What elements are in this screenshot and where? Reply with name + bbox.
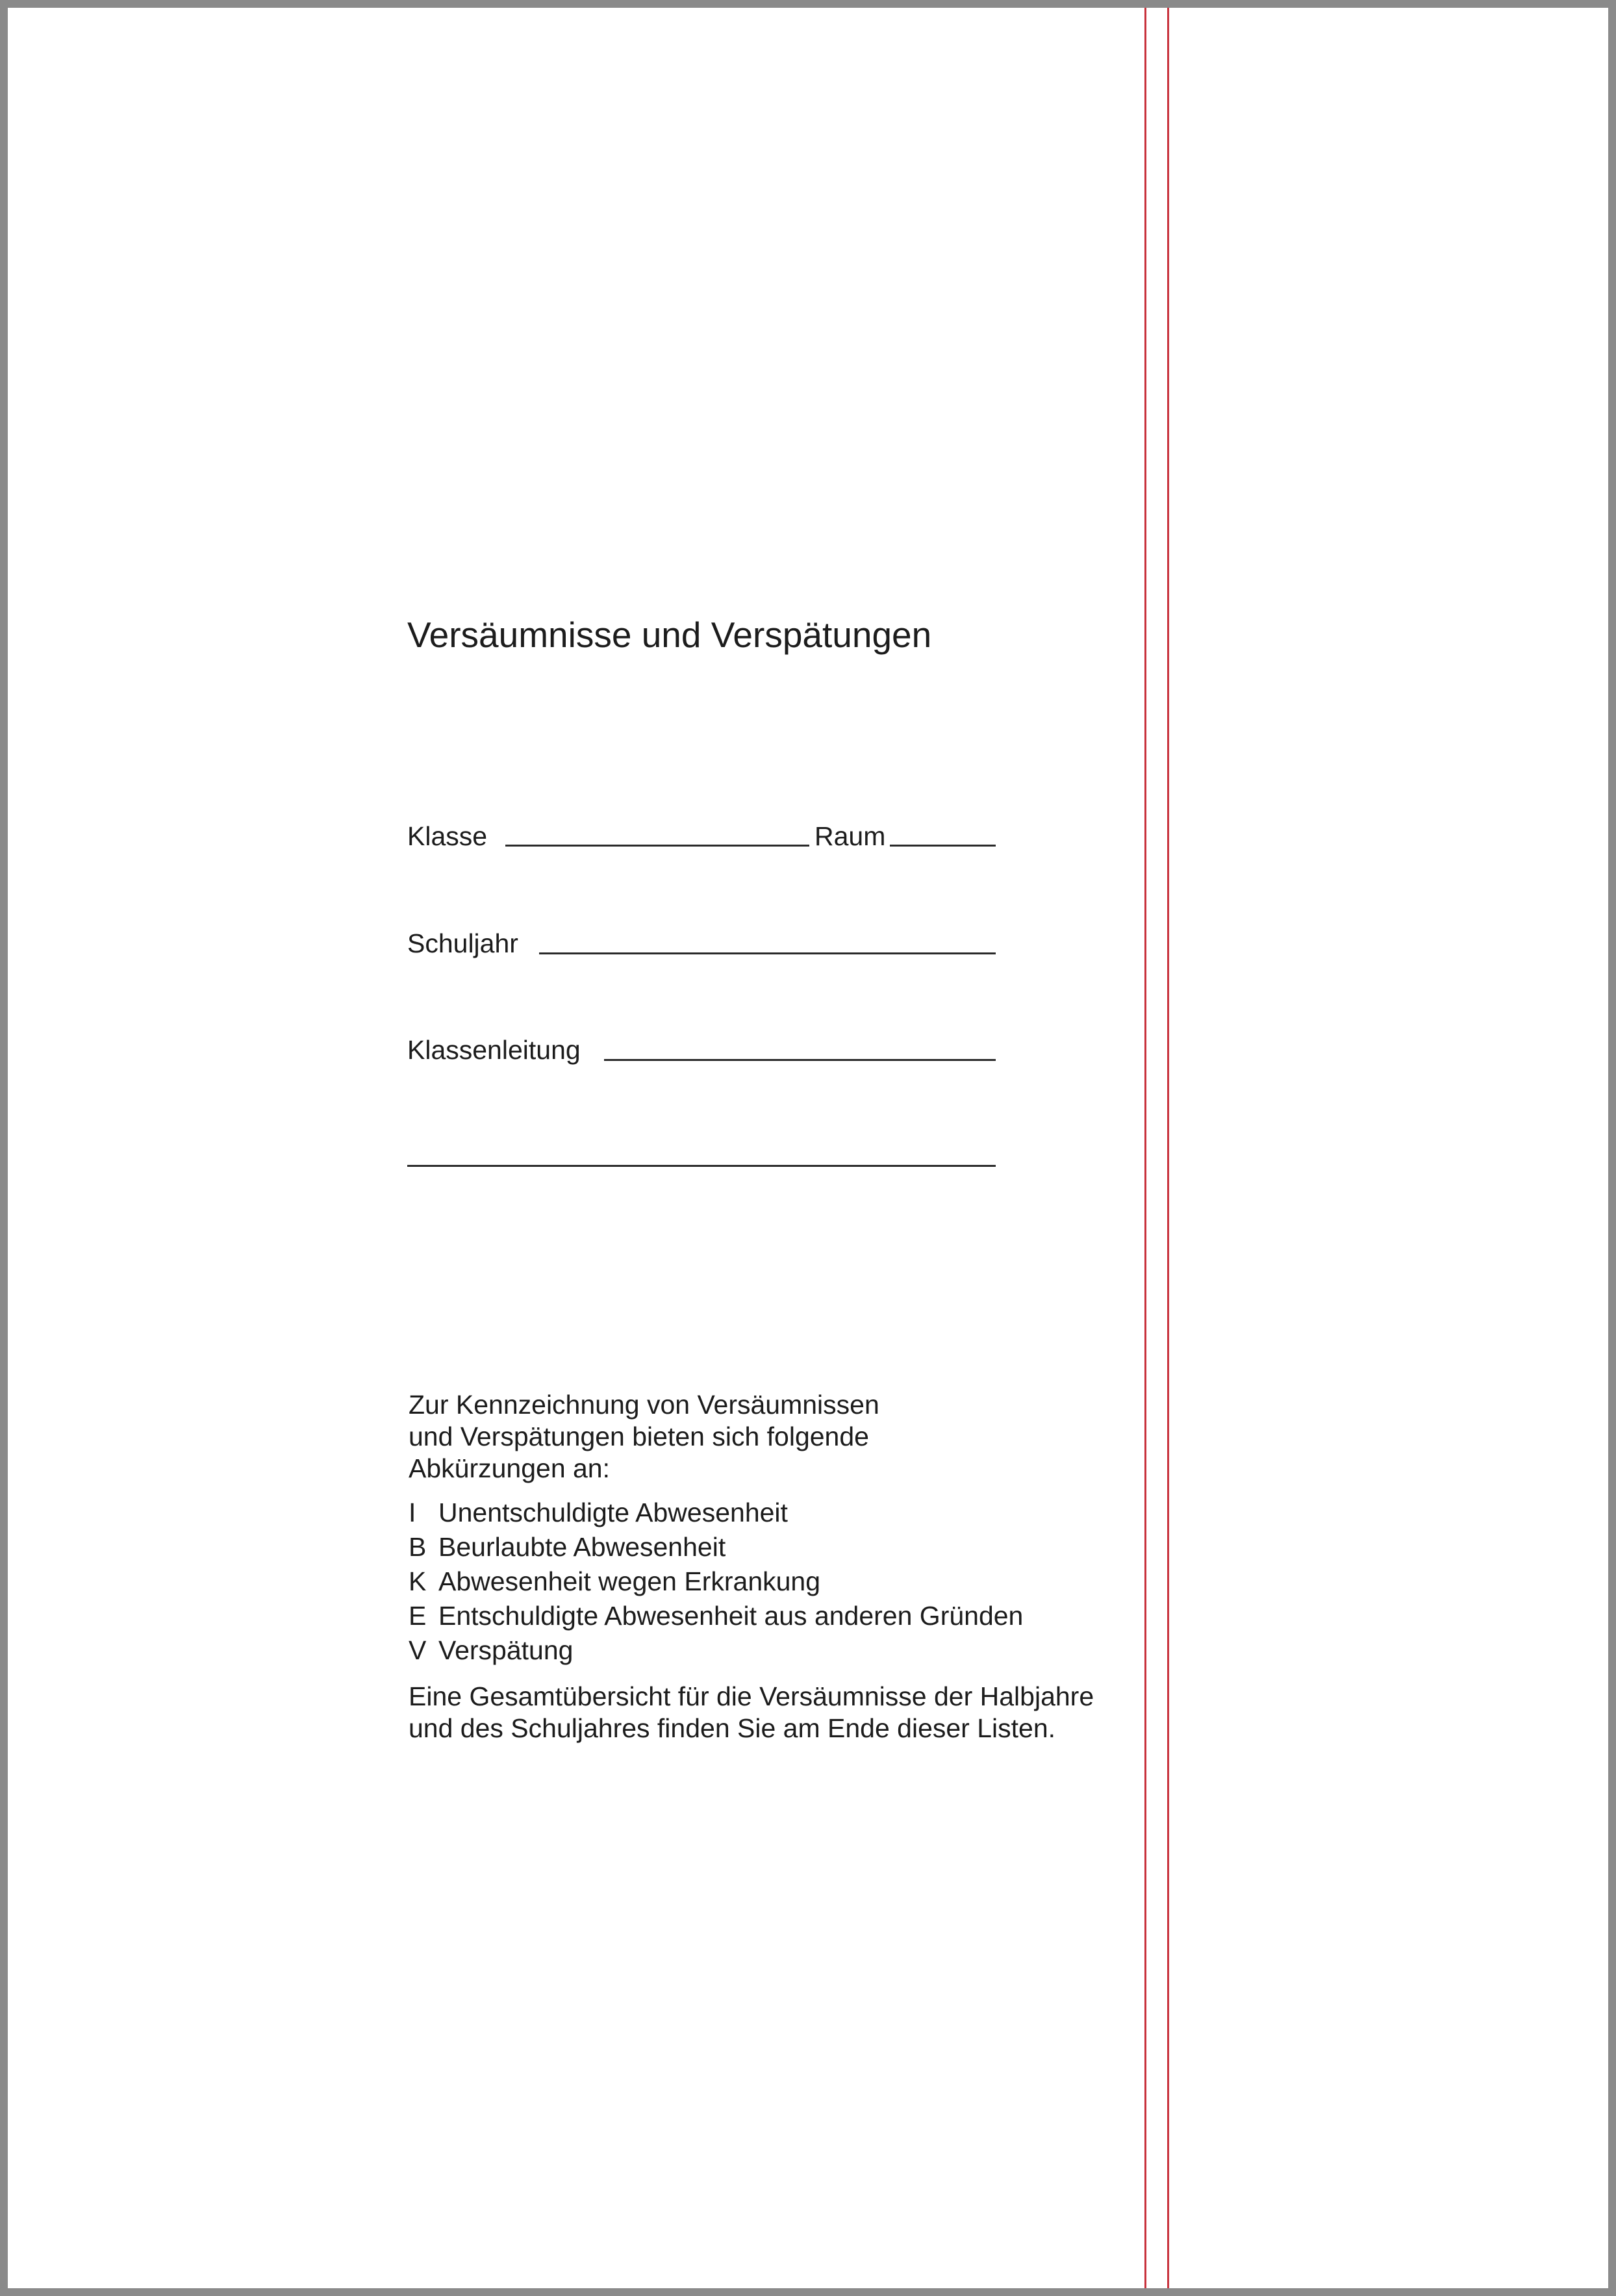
klassenleitung-field[interactable] <box>604 1059 996 1061</box>
raum-field[interactable] <box>890 845 996 847</box>
intro-paragraph <box>409 1389 879 1485</box>
abbreviation-item <box>409 1633 1023 1668</box>
abbreviation-text: Unentschuldigte Abwesenheit <box>438 1498 788 1527</box>
extra-field[interactable] <box>407 1165 996 1167</box>
abbreviation-text: Verspätung <box>438 1635 574 1665</box>
abbreviation-code: I <box>409 1498 416 1527</box>
abbreviation-text: Abwesenheit wegen Erkrankung <box>438 1566 821 1596</box>
klasse-label: Klasse <box>407 821 488 851</box>
intro-line: und Verspätungen bieten sich folgende <box>409 1422 869 1451</box>
margin-line-left <box>1144 8 1146 2288</box>
abbreviation-code: V <box>409 1635 427 1665</box>
page-title: Versäumnisse und Verspätungen <box>407 615 932 655</box>
abbreviation-code: E <box>409 1601 427 1631</box>
closing-paragraph <box>409 1681 1094 1744</box>
intro-line: Zur Kennzeichnung von Versäumnissen <box>409 1390 879 1420</box>
abbreviation-text: Beurlaubte Abwesenheit <box>438 1532 726 1562</box>
abbreviation-code: B <box>409 1532 427 1562</box>
schuljahr-label: Schuljahr <box>407 928 518 958</box>
schuljahr-field[interactable] <box>539 952 996 954</box>
klasse-field[interactable] <box>505 845 809 847</box>
intro-line: Abkürzungen an: <box>409 1453 611 1483</box>
abbreviation-code: K <box>409 1566 427 1596</box>
abbreviation-text: Entschuldigte Abwesenheit aus anderen Gründen <box>438 1601 1024 1631</box>
margin-line-right <box>1167 8 1169 2288</box>
closing-line: Eine Gesamtübersicht für die Versäumnisse der Halbjahre <box>409 1681 1094 1711</box>
raum-label: Raum <box>814 821 886 851</box>
abbreviation-list <box>409 1496 1023 1668</box>
abbreviation-item <box>409 1564 1023 1599</box>
abbreviation-item <box>409 1599 1023 1633</box>
abbreviation-item <box>409 1530 1023 1564</box>
klassenleitung-label: Klassenleitung <box>407 1035 581 1065</box>
closing-line: und des Schuljahres finden Sie am Ende dieser Listen. <box>409 1713 1056 1743</box>
abbreviation-item <box>409 1496 1023 1530</box>
